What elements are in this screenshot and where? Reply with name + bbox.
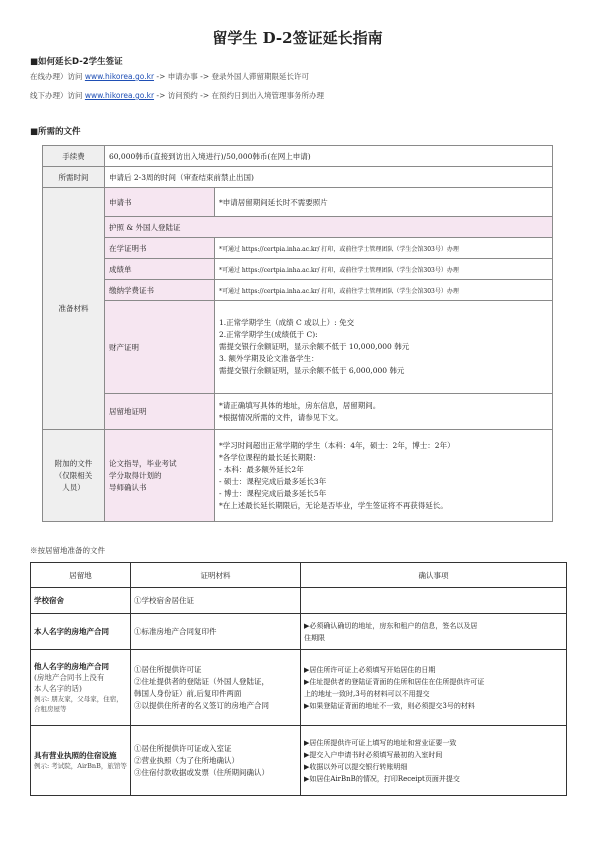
table-row: [43, 280, 553, 301]
table-row: [43, 167, 553, 188]
residence-type-title: 学校宿舍: [34, 596, 64, 605]
extra-line: *在上述最长延长期限后，无论是否毕业，学生签证将不再获得延长。: [219, 500, 448, 510]
check-item: ▶如居住AirBnB的情况，打印Receipt页面并提交: [304, 774, 460, 783]
residence-type-title: 他人名字的房地产合同: [34, 662, 109, 671]
table-row: [43, 146, 553, 167]
col-header: 证明材料: [131, 563, 301, 588]
check-item: ▶提交入户申请书时必须填写最初的入室时间: [304, 750, 443, 759]
material-item: ②营业执照（为了住所地确认）: [134, 755, 239, 765]
table-row: [43, 217, 553, 238]
extra-line: *各学位课程的最长延长期限：: [219, 452, 321, 462]
online-instruction: [30, 71, 309, 82]
residence-note: ※按居留地准备的文件: [30, 546, 105, 555]
table-row: [43, 430, 553, 522]
finance-line: 1.正常学期学生（成绩 C 或以上）: 免交: [219, 318, 355, 327]
material-item: ②住址提供者的登陆证（外国人登陆证，: [134, 676, 269, 686]
residence-checks: [301, 650, 567, 726]
finance-line: 2.正常学期学生(成绩低于 C):: [219, 330, 318, 339]
material-name: 成绩单: [105, 259, 215, 280]
col-header: 确认事项: [301, 563, 567, 588]
finance-name: 财产证明: [105, 301, 215, 394]
extra-label-line: 人员）: [62, 482, 85, 492]
residence-materials: [131, 614, 301, 650]
check-item: ▶住址提供者的登陆证背面的住所和居住在住所提供许可证: [304, 677, 485, 686]
table-row: [43, 259, 553, 280]
time-label: 所需时间: [43, 167, 105, 188]
residence-type: [31, 726, 131, 796]
check-item: ▶居住所许可证上必须填写开始居住的日期: [304, 665, 436, 674]
residence-line: *根据情况所需的文件，请参见下文。: [219, 412, 343, 422]
material-desc: *可通过 https://certpia.inha.ac.kr/ 打印，或前往学士管理团队（学生会馆303号）办理: [215, 259, 553, 280]
extra-label-line: （仅限相关: [54, 470, 93, 480]
finance-desc: [215, 301, 553, 394]
residence-materials: [131, 650, 301, 726]
residence-type-example: 例示: 朋友家，父母家，住宿，合租房屋等: [34, 695, 123, 713]
fee-value: 60,000韩币(直接到访出入境进行)/50,000韩币(在网上申请): [105, 146, 553, 167]
residence-checks: [301, 726, 567, 796]
residence-type-example: 例示: 考试院，AirBnB，旅馆等: [34, 762, 127, 770]
finance-line: 3. 额外学期及论文准备学生：: [219, 354, 319, 363]
residence-materials: [131, 726, 301, 796]
extra-desc: [215, 430, 553, 522]
page-title: 留学生 D-2签证延长指南: [212, 29, 383, 47]
residence-line: *请正确填写具体的地址，房东信息，居留期间。: [219, 400, 381, 410]
time-value: 申请后 2-3周的时间（审查结束前禁止出国): [105, 167, 553, 188]
col-header: 居留地: [31, 563, 131, 588]
material-name: 护照 & 外国人登陆证: [105, 217, 553, 238]
table-row: [31, 588, 567, 614]
extra-line: *学习时间超出正常学期的学生（本科：4年，硕士：2年，博士：2年）: [219, 440, 455, 450]
extra-name-line: 论文指导，毕业考试: [109, 458, 177, 468]
residence-name: 居留地证明: [105, 394, 215, 430]
extra-label: [43, 430, 105, 522]
material-item: ③住宿付款收据或发票（住所期间确认）: [134, 767, 269, 777]
extra-line: - 博士：课程完成后最多延长5年: [219, 488, 327, 498]
residence-type: [31, 614, 131, 650]
extra-name-line: 导师确认书: [109, 482, 147, 492]
table-row: [43, 238, 553, 259]
check-item: 住期限: [304, 633, 325, 642]
material-item: 韩国人身份证）前,后复印件两面: [134, 688, 242, 698]
material-desc: *可通过 https://certpia.inha.ac.kr/ 打印，或前往学士管理团队（学生会馆303号）办理: [215, 280, 553, 301]
material-item: ①居住所提供许可证: [134, 664, 202, 674]
online-prefix: 在线办理）访问: [30, 72, 85, 81]
fee-label: 手续费: [43, 146, 105, 167]
table-row: [31, 726, 567, 796]
check-item: ▶必须确认确切的地址，房东和租户的信息，签名以及居: [304, 621, 478, 630]
residence-type-sub: (房地产合同书上没有: [34, 673, 105, 682]
residence-docs-table: [30, 562, 567, 796]
material-name: 在学证明书: [105, 238, 215, 259]
table-row: [43, 301, 553, 394]
material-desc: *可通过 https://certpia.inha.ac.kr/ 打印，或前往学士管理团队（学生会馆303号）办理: [215, 238, 553, 259]
material-desc: *申请居留期间延长时不需要照片: [215, 188, 553, 217]
residence-type-title: 本人名字的房地产合同: [34, 627, 109, 636]
extra-label-line: 附加的文件: [54, 458, 93, 468]
material-name: 申请书: [105, 188, 215, 217]
extra-name: [105, 430, 215, 522]
material-name: 缴纳学费证书: [105, 280, 215, 301]
offline-link[interactable]: www.hikorea.go.kr: [84, 91, 155, 100]
material-item: ③以提供住所者的名义签订的房地产合同: [134, 700, 269, 710]
table-row: [43, 394, 553, 430]
extra-line: - 硕士：课程完成后最多延长3年: [219, 476, 327, 486]
finance-line: 需提交银行余额证明，显示余额不低于 10,000,000 韩元: [219, 342, 410, 351]
material-item: ①标准房地产合同复印件: [134, 626, 217, 636]
table-header-row: [31, 563, 567, 588]
residence-type: [31, 588, 131, 614]
check-item: ▶收据以外可以提交银行转账明细: [304, 762, 408, 771]
residence-checks: [301, 614, 567, 650]
section-heading-how: ■如何延长D-2学生签证: [30, 57, 123, 67]
section-heading-docs: ■所需的文件: [30, 127, 81, 137]
table-row: [31, 614, 567, 650]
extra-line: - 本科：最多额外延长2年: [219, 464, 304, 474]
required-docs-table: [42, 145, 553, 522]
offline-prefix: 线下办理）访问: [30, 91, 85, 100]
residence-checks: [301, 588, 567, 614]
residence-desc: [215, 394, 553, 430]
residence-type: [31, 650, 131, 726]
extra-name-line: 学分取得计划的: [109, 470, 162, 480]
residence-materials: [131, 588, 301, 614]
offline-instruction: [30, 90, 324, 101]
material-item: ①居住所提供许可证或入室证: [134, 743, 232, 753]
material-item: ①学校宿舍居住证: [134, 595, 194, 605]
table-row: [31, 650, 567, 726]
residence-type-title: 具有营业执照的住宿设施: [34, 751, 117, 760]
check-item: ▶居住所提供许可证上填写的地址和营业证要一致: [304, 738, 457, 747]
finance-line: 需提交银行余额证明，显示余额不低于 6,000,000 韩元: [219, 366, 405, 375]
table-row: [43, 188, 553, 217]
residence-type-sub: 本人名字的话): [34, 684, 82, 693]
online-link[interactable]: www.hikorea.go.kr: [84, 72, 155, 81]
check-item: 上的地址一致时,3号的材料可以不用提交: [304, 689, 430, 698]
materials-label: 准备材料: [43, 188, 105, 430]
check-item: ▶如果登陆证背面的地址不一致，则必须提交3号的材料: [304, 701, 475, 710]
online-steps: -> 申请办事 -> 登录外国人滞留期限延长许可: [154, 72, 310, 81]
offline-steps: -> 访问预约 -> 在预约日到出入境管理事务所办理: [154, 91, 325, 100]
